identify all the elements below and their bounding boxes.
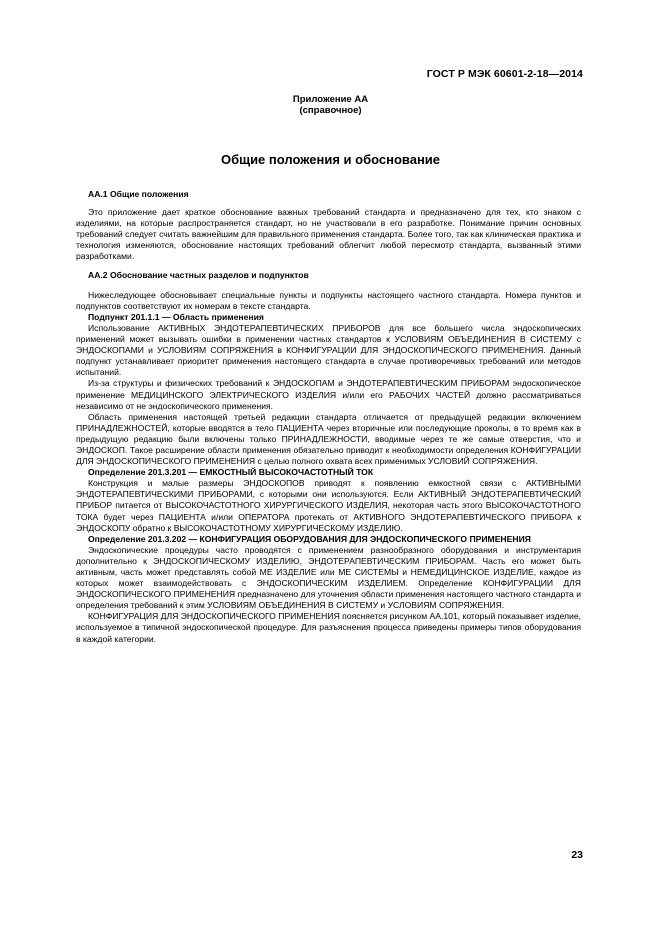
- definition-201-heading: Определение 201.3.201 — ЕМКОСТНЫЙ ВЫСОКОЧАСТОТНЫЙ ТОК: [88, 467, 374, 478]
- section-aa2-paragraph: Нижеследующее обосновывает специальные пункты и подпункты настоящего частного стандарта. Номера пунктов и подпунктов соответствуют их номерам в тексте стандарта.: [76, 289, 581, 311]
- definition-202-heading: Определение 201.3.202 — КОНФИГУРАЦИЯ ОБОРУДОВАНИЯ ДЛЯ ЭНДОСКОПИЧЕСКОГО ПРИМЕНЕНИЯ: [88, 533, 531, 544]
- subclause-2011-paragraph-1: Использование АКТИВНЫХ ЭНДОТЕРАПЕВТИЧЕСКИХ ПРИБОРОВ для все большего числа эндоскопических применений может вызывать ошибки в применении частных стандартов к УСЛОВИЯМ ОБЪЕДИНЕНИЯ В СИСТЕМУ с ЭНДОСКОПАМИ и УСЛОВИЯМ СОПРЯЖЕНИЯ в КОНФИГУРАЦИИ ДЛЯ ЭНДОСКОПИЧЕСКОГО ПРИМЕНЕНИЯ. Данный подпункт устанавливает приоритет применения настоящего стандарта в случае противоречивых требований или методов испытаний.: [76, 322, 581, 378]
- section-aa2-heading: АА.2 Обоснование частных разделов и подпунктов: [88, 269, 309, 280]
- annex-subtitle: (справочное): [299, 105, 362, 116]
- definition-202-paragraph-1: Эндоскопические процедуры часто проводятся с применением разнообразного оборудования и инструментария дополнительно к ЭНДОСКОПИЧЕСКОМУ ИЗДЕЛИЮ, ЭНДОТЕРАПЕВТИЧЕСКИМ ПРИБОРАМ. Часть его может быть активным, часть может представлять собой МЕ ИЗДЕЛИЕ или МЕ СИСТЕМЫ и НЕМЕДИЦИНСКОЕ ИЗДЕЛИЕ, каждое из которых может взаимодействовать с ЭНДОСКОПИЧЕСКИМ ИЗДЕЛИЕМ. Определение КОНФИГУРАЦИИ ДЛЯ ЭНДОСКОПИЧЕСКОГО ПРИМЕНЕНИЯ предназначено для уточнения области применения настоящего частного стандарта и определения требований к этим УСЛОВИЯМ ОБЪЕДИНЕНИЯ В СИСТЕМУ и УСЛОВИЯМ СОПРЯЖЕНИЯ.: [76, 544, 581, 611]
- annex-block: [0, 94, 661, 116]
- document-title: Общие положения и обоснование: [220, 152, 441, 167]
- definition-202-paragraph-2: КОНФИГУРАЦИЯ ДЛЯ ЭНДОСКОПИЧЕСКОГО ПРИМЕНЕНИЯ поясняется рисунком АА.101, который показывает изделие, используемое в типичной эндоскопической процедуре. Для разъяснения процесса приведены примеры типов оборудования в каждой категории.: [76, 611, 581, 644]
- page-number: 23: [571, 849, 583, 861]
- standard-header: ГОСТ Р МЭК 60601-2-18—2014: [426, 68, 583, 80]
- document-body: [76, 189, 581, 645]
- subclause-2011-paragraph-2: Из-за структуры и физических требований к ЭНДОСКОПАМ и ЭНДОТЕРАПЕВТИЧЕСКИМ ПРИБОРАМ эндоскопическое применение МЕДИЦИНСКОГО ЭЛЕКТРИЧЕСКОГО ИЗДЕЛИЯ и/или его РАБОЧИХ ЧАСТЕЙ должно рассматриваться независимо от не эндоскопического применения.: [76, 378, 581, 411]
- subclause-2011-paragraph-3: Область применения настоящей третьей редакции стандарта отличается от предыдущей редакции включением ПРИНАДЛЕЖНОСТЕЙ, которые вводятся в тело ПАЦИЕНТА через вторичные или последующие проколы, в то время как в предыдущую редакцию были включены только ПРИНАДЛЕЖНОСТИ, вводимые через те же самые отверстия, что и ЭНДОСКОП. Такое расширение области применения обязательно приводит к необходимости определения КОНФИГУРАЦИИ ДЛЯ ЭНДОСКОПИЧЕСКОГО ПРИМЕНЕНИЯ с целью полного охвата всех применимых УСЛОВИЙ СОПРЯЖЕНИЯ.: [76, 411, 581, 467]
- section-aa1-paragraph: Это приложение дает краткое обоснование важных требований стандарта и предназначено для тех, кто знаком с изделиями, на которые распространяется стандарт, но не участвовали в его разработке. Понимание причин основных требований следует считать важнейшим для правильного применения стандарта. Более того, так как клиническая практика и технология изменяются, обоснование настоящих требований облегчит любой пересмотр стандарта, вызванный этими разработками.: [76, 207, 581, 262]
- subclause-2011-heading: Подпункт 201.1.1 — Область применения: [88, 311, 264, 322]
- section-aa1-heading: АА.1 Общие положения: [88, 189, 189, 199]
- definition-201-paragraph: Конструкция и малые размеры ЭНДОСКОПОВ приводят к появлению емкостной связи с АКТИВНЫМИ ЭНДОТЕРАПЕВТИЧЕСКИМИ ПРИБОРАМИ, с которыми они используются. Если АКТИВНЫЙ ЭНДОТЕРАПЕВТИЧЕСКИЙ ПРИБОР питается от ВЫСОКОЧАСТОТНОГО ХИРУРГИЧЕСКОГО ИЗДЕЛИЯ, некоторая часть этого ВЫСОКОЧАСТОТНОГО ТОКА будет через ПАЦИЕНТА и/или ОПЕРАТОРА протекать от АКТИВНОГО ЭНДОТЕРАПЕВТИЧЕСКОГО ПРИБОРА к ЭНДОСКОПУ обратно к ВЫСОКОЧАСТОТНОМУ ХИРУРГИЧЕСКОМУ ИЗДЕЛИЮ.: [76, 478, 581, 533]
- annex-title: Приложение АА: [292, 94, 369, 105]
